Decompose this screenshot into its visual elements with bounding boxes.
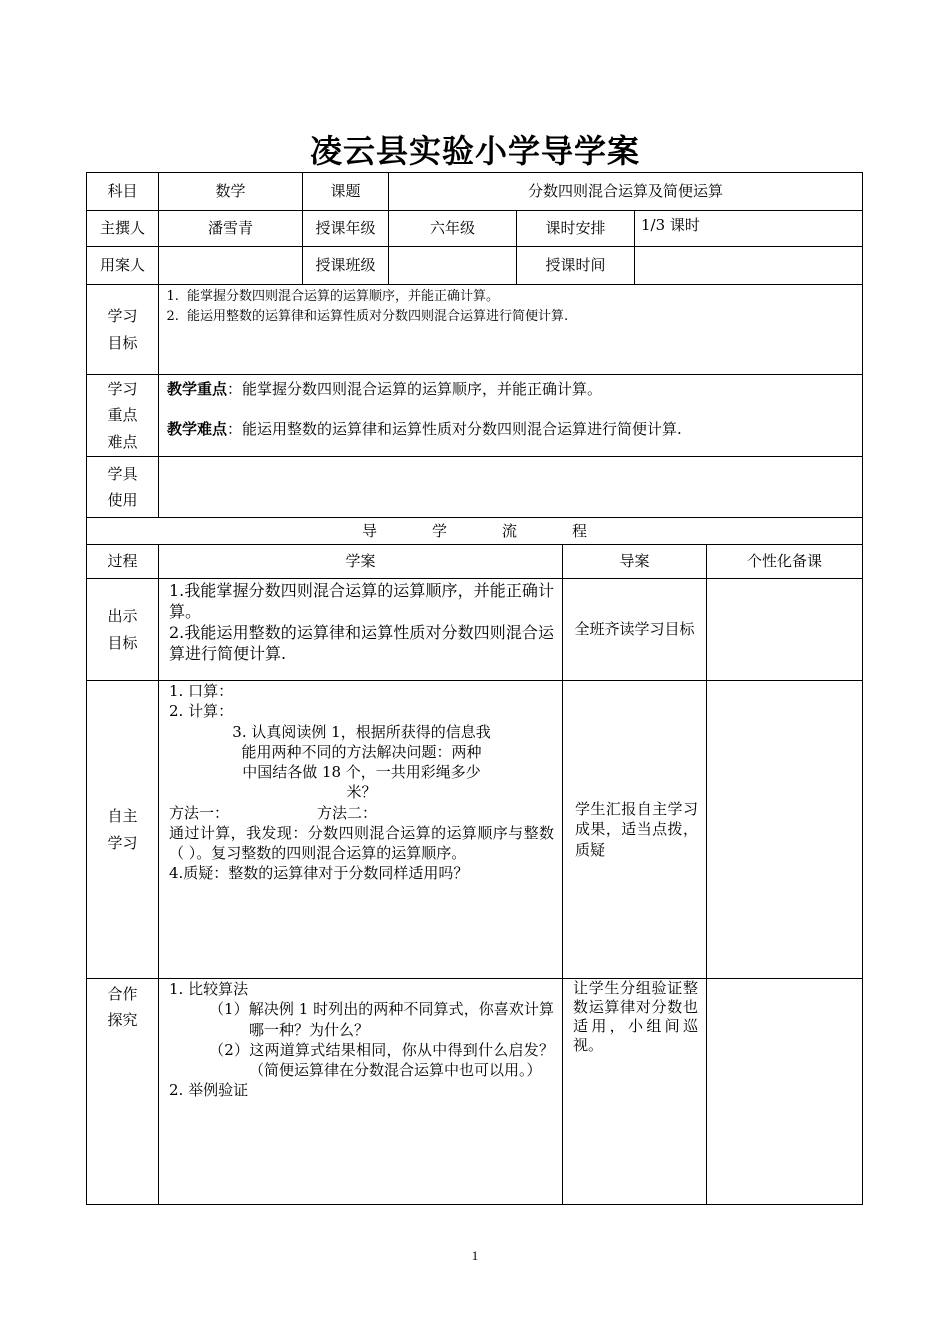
- focus-label: 教学重点: [167, 380, 228, 398]
- show-goal-study: [159, 579, 563, 681]
- cooperate-line: （2）这两道算式结果相同，你从中得到什么启发？（简便运算律在分数混合运算中也可以用。）: [209, 1040, 554, 1079]
- difficulty-label: 教学难点: [167, 420, 228, 439]
- focus-line: [167, 379, 854, 399]
- flow-char: 导: [361, 521, 377, 540]
- focus-text: ：能掌握分数四则混合运算的运算顺序，并能正确计算。: [227, 380, 603, 398]
- self-study-line: 中国结各做 18 个，一共用彩绳多少: [242, 763, 481, 781]
- key-points-label-1: 学习: [107, 380, 138, 399]
- user-value: [159, 247, 303, 285]
- cooperate-content: [159, 979, 563, 1205]
- show-goal-label: [87, 579, 159, 681]
- lesson-plan-table: [86, 172, 863, 1205]
- self-study-row: [87, 681, 863, 979]
- tools-value: [159, 457, 863, 518]
- cooperate-label-2: 探究: [107, 1011, 138, 1030]
- tools-row: [87, 457, 863, 518]
- self-study-methods: [169, 803, 554, 823]
- time-label: 授课时间: [517, 247, 635, 285]
- self-study-label-2: 学习: [107, 833, 138, 852]
- goal-item: 1. 能掌握分数四则混合运算的运算顺序，并能正确计算。: [183, 287, 862, 307]
- key-points-label: [87, 375, 159, 457]
- show-goal-row: [87, 579, 863, 681]
- time-value: [635, 247, 863, 285]
- flow-title-row: [87, 518, 863, 545]
- show-goal-study-2: 2.我能运用整数的运算律和运算性质对分数四则混合运算进行简便计算.: [169, 623, 554, 664]
- tools-label-1: 学具: [107, 464, 138, 483]
- cooperate-line: 2. 举例验证: [169, 1081, 249, 1100]
- header-row-1: [87, 173, 863, 211]
- goals-label-1: 学习: [107, 307, 138, 326]
- header-row-3: [87, 247, 863, 285]
- goals-label-2: 目标: [107, 333, 138, 352]
- page-number: 1: [471, 1248, 479, 1263]
- key-points-label-3: 难点: [107, 432, 138, 451]
- self-study-line: 2. 计算：: [169, 702, 234, 721]
- show-goal-personal: [707, 579, 863, 681]
- hours-label: 课时安排: [517, 211, 635, 247]
- cooperate-label-1: 合作: [107, 985, 138, 1003]
- tools-label: [87, 457, 159, 518]
- key-points-row: [87, 375, 863, 457]
- method-two: 方法二：: [317, 803, 378, 822]
- difficulty-text: ：能运用整数的运算律和运算性质对分数四则混合运算进行简便计算.: [227, 420, 682, 439]
- key-points-content: [159, 375, 863, 457]
- difficulty-line: [167, 419, 854, 439]
- self-study-label-1: 自主: [107, 807, 138, 826]
- topic-value: 分数四则混合运算及简便运算: [389, 173, 863, 211]
- flow-char: 流: [501, 521, 517, 540]
- self-study-line: 3. 认真阅读例 1，根据所获得的信息我: [232, 722, 491, 741]
- col-study: 学案: [159, 545, 563, 579]
- user-label: 用案人: [87, 247, 159, 285]
- goals-row: [87, 285, 863, 375]
- author-label: 主撰人: [87, 211, 159, 247]
- method-one: 方法一：: [169, 803, 230, 822]
- goals-label: [87, 285, 159, 375]
- self-study-personal: [707, 681, 863, 979]
- cooperate-line: （1）解决例 1 时列出的两种不同算式，你喜欢计算哪一种？为什么？: [209, 1000, 554, 1039]
- self-study-guide: 学生汇报自主学习成果，适当点拨，质疑: [563, 681, 707, 979]
- cooperate-guide: 让学生分组验证整数运算律对分数也适用，小组间巡视。: [563, 979, 707, 1205]
- hours-value: 1/3 课时: [635, 211, 863, 247]
- self-study-line: 能用两种不同的方法解决问题：两种: [241, 742, 482, 761]
- subject-label: 科目: [87, 173, 159, 211]
- key-points-label-2: 重点: [107, 406, 138, 425]
- grade-label: 授课年级: [303, 211, 389, 247]
- self-study-label: [87, 681, 159, 979]
- cooperate-line: 1. 比较算法: [169, 980, 249, 998]
- flow-char: 学: [431, 521, 447, 540]
- show-goal-study-1: 1.我能掌握分数四则混合运算的运算顺序，并能正确计算。: [169, 581, 554, 622]
- tools-label-2: 使用: [107, 491, 138, 509]
- self-study-line: 米？: [346, 783, 377, 802]
- page-title: 凌云县实验小学导学案: [309, 132, 640, 170]
- topic-label: 课题: [303, 173, 389, 211]
- cooperate-row: [87, 979, 863, 1205]
- flow-title: [87, 518, 863, 545]
- self-study-content: [159, 681, 563, 979]
- author-value: 潘雪青: [159, 211, 303, 247]
- goal-item: 2. 能运用整数的运算律和运算性质对分数四则混合运算进行简便计算.: [183, 307, 862, 327]
- column-header-row: [87, 545, 863, 579]
- self-study-line: 4.质疑：整数的运算律对于分数同样适用吗？: [169, 864, 469, 883]
- flow-char: 程: [571, 521, 587, 540]
- show-goal-guide: 全班齐读学习目标: [563, 579, 707, 681]
- grade-value: 六年级: [389, 211, 517, 247]
- goals-content: [159, 285, 863, 375]
- self-study-line: 1. 口算：: [169, 682, 234, 700]
- class-value: [389, 247, 517, 285]
- col-guide: 导案: [563, 545, 707, 579]
- cooperate-personal: [707, 979, 863, 1205]
- header-row-2: [87, 211, 863, 247]
- subject-value: 数学: [159, 173, 303, 211]
- show-goal-label-1: 出示: [107, 607, 138, 626]
- col-process: 过程: [87, 545, 159, 579]
- cooperate-label: [87, 979, 159, 1205]
- class-label: 授课班级: [303, 247, 389, 285]
- self-study-line: 通过计算，我发现：分数四则混合运算的运算顺序与整数（ ）。复习整数的四则混合运算的运算顺序。: [169, 823, 554, 862]
- show-goal-label-2: 目标: [107, 633, 138, 652]
- col-personal: 个性化备课: [707, 545, 863, 579]
